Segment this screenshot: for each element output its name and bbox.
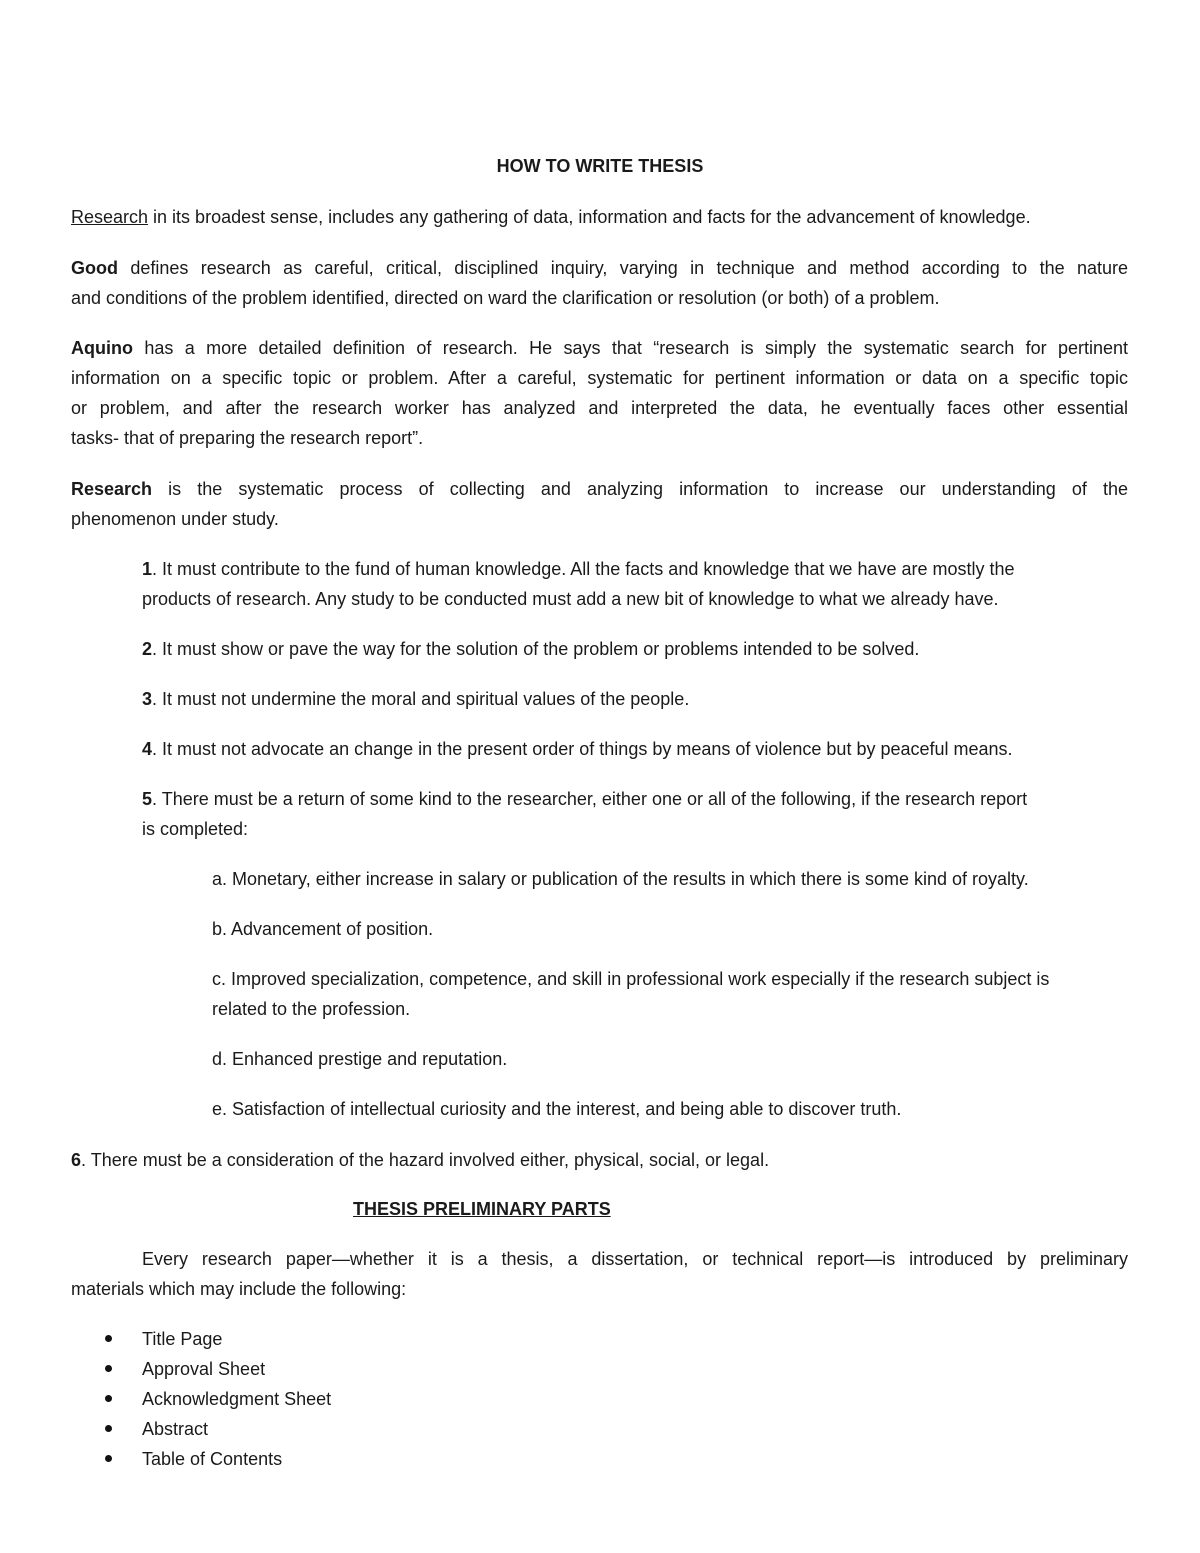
paragraph-text: has a more detailed definition of research. He says that “research is simply the systematic search for pertinent bbox=[132, 338, 1128, 358]
bullet-item: Acknowledgment Sheet bbox=[142, 1389, 332, 1409]
list-item-5-line2: is completed: bbox=[142, 819, 249, 839]
section-heading: THESIS PRELIMINARY PARTS bbox=[353, 1199, 611, 1219]
item-text: . There must be a return of some kind to the researcher, either one or all of the following, if the research report bbox=[152, 789, 1028, 809]
paragraph-aquino-line2: information on a specific topic or problem. After a careful, systematic for pertinent information or data on a specific topic bbox=[71, 368, 1128, 388]
paragraph-research-systematic-line2: phenomenon under study. bbox=[71, 509, 279, 529]
item-number: 6 bbox=[71, 1150, 82, 1170]
section-intro-line2: materials which may include the following: bbox=[71, 1279, 407, 1299]
list-item-2 bbox=[142, 638, 919, 660]
paragraph-text: is the systematic process of collecting and analyzing information to increase our understanding of the bbox=[152, 479, 1128, 499]
paragraph-research-broad bbox=[71, 206, 1031, 228]
item-text: . It must show or pave the way for the solution of the problem or problems intended to be solved. bbox=[152, 639, 920, 659]
bullet-dot-icon bbox=[105, 1365, 112, 1372]
paragraph-text: in its broadest sense, includes any gathering of data, information and facts for the advancement of knowledge. bbox=[148, 207, 1031, 227]
item-number: 3 bbox=[142, 689, 153, 709]
bullet-dot-icon bbox=[105, 1395, 112, 1402]
paragraph-aquino-line3: or problem, and after the research worker has analyzed and interpreted the data, he eventually faces other essential bbox=[71, 398, 1128, 418]
bullet-item: Approval Sheet bbox=[142, 1359, 266, 1379]
page-title: HOW TO WRITE THESIS bbox=[496, 156, 704, 176]
term-good: Good bbox=[71, 258, 118, 278]
paragraph-research-systematic-line1 bbox=[71, 478, 1128, 500]
paragraph-aquino-line1 bbox=[71, 337, 1128, 359]
list-item-1-line2: products of research. Any study to be conducted must add a new bit of knowledge to what we already have. bbox=[142, 589, 999, 609]
list-item-1 bbox=[142, 558, 1015, 580]
sub-item-c-line2: related to the profession. bbox=[212, 999, 411, 1019]
bullet-dot-icon bbox=[105, 1335, 112, 1342]
sub-item-c: c. Improved specialization, competence, and skill in professional work especially if the research subject is bbox=[212, 969, 1050, 989]
item-number: 2 bbox=[142, 639, 153, 659]
list-item-5 bbox=[142, 788, 1027, 810]
paragraph-good-line1 bbox=[71, 257, 1128, 279]
bullet-item: Table of Contents bbox=[142, 1449, 283, 1469]
item-number: 5 bbox=[142, 789, 153, 809]
list-item-6 bbox=[71, 1149, 769, 1171]
bullet-item: Title Page bbox=[142, 1329, 223, 1349]
item-text: . It must not undermine the moral and spiritual values of the people. bbox=[152, 689, 690, 709]
item-text: . It must contribute to the fund of human knowledge. All the facts and knowledge that we have are mostly the bbox=[152, 559, 1015, 579]
section-intro-line1: Every research paper—whether it is a thesis, a dissertation, or technical report—is introduced by preliminary bbox=[142, 1249, 1128, 1269]
item-text: . It must not advocate an change in the present order of things by means of violence but by peaceful means. bbox=[152, 739, 1013, 759]
paragraph-good-line2: and conditions of the problem identified, directed on ward the clarification or resolution (or both) of a problem. bbox=[71, 288, 940, 308]
term-aquino: Aquino bbox=[71, 338, 133, 358]
paragraph-text: defines research as careful, critical, disciplined inquiry, varying in technique and method according to the nature bbox=[118, 258, 1128, 278]
list-item-4 bbox=[142, 738, 1013, 760]
sub-item-a: a. Monetary, either increase in salary or publication of the results in which there is some kind of royalty. bbox=[212, 869, 1029, 889]
term-research-bold: Research bbox=[71, 479, 153, 499]
term-research: Research bbox=[71, 207, 149, 227]
item-number: 1 bbox=[142, 559, 153, 579]
sub-item-b: b. Advancement of position. bbox=[212, 919, 434, 939]
bullet-dot-icon bbox=[105, 1425, 112, 1432]
sub-item-d: d. Enhanced prestige and reputation. bbox=[212, 1049, 508, 1069]
list-item-3 bbox=[142, 688, 689, 710]
bullet-item: Abstract bbox=[142, 1419, 209, 1439]
bullet-dot-icon bbox=[105, 1455, 112, 1462]
paragraph-aquino-line4: tasks- that of preparing the research report”. bbox=[71, 428, 424, 448]
sub-item-e: e. Satisfaction of intellectual curiosity and the interest, and being able to discover truth. bbox=[212, 1099, 902, 1119]
item-text: . There must be a consideration of the hazard involved either, physical, social, or legal. bbox=[81, 1150, 770, 1170]
item-number: 4 bbox=[142, 739, 153, 759]
